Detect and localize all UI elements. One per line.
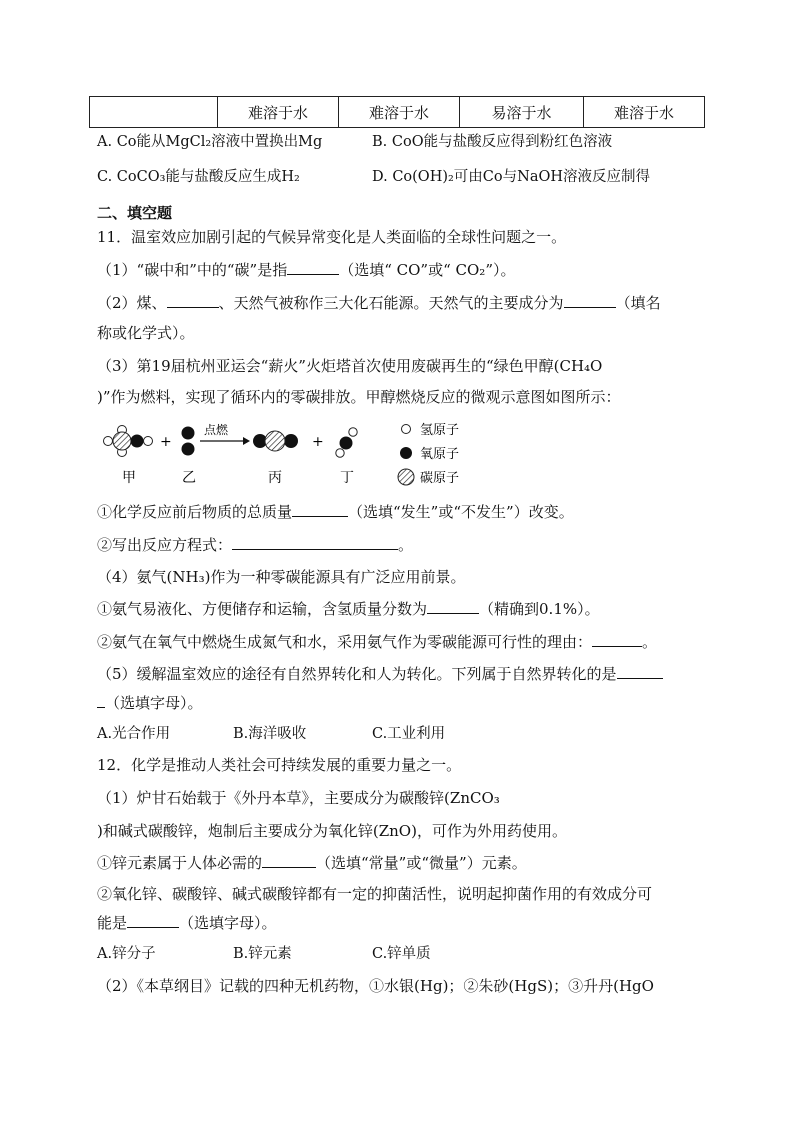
table-cell: 难溶于水 (339, 97, 460, 127)
q11-sub3 (97, 598, 600, 620)
carbon-icon (398, 469, 414, 485)
q11-sub1-text-end: （选填“发生”或“不发生”）改变。 (348, 503, 574, 521)
hydrogen-icon (402, 425, 411, 434)
q11-part1-text-end: （选填“ CO”或“ CO₂”）。 (339, 261, 516, 279)
answer-blank[interactable] (287, 260, 339, 275)
q11-part2-text-mid: 、天然气被称作三大化石能源。天然气的主要成分为 (218, 294, 564, 312)
option-d: D. Co(OH)₂可由Co与NaOH溶液反应制得 (372, 169, 650, 185)
water-molecule (336, 428, 357, 457)
answer-blank[interactable] (564, 293, 616, 308)
arrow-label: 点燃 (204, 423, 229, 437)
q12-sub1-text-end: （选填“常量”或“微量”）元素。 (316, 854, 527, 872)
q12-part1: （1）炉甘石始载于《外丹本草》，主要成分为碳酸锌(ZnCO₃ (97, 789, 500, 807)
q11-option-c: C.工业利用 (372, 726, 446, 742)
q11-sub2-text-end: 。 (398, 536, 414, 554)
q11-sub2-text: ②写出反应方程式： (97, 536, 233, 554)
q12-sub2: ②氧化锌、碳酸锌、碱式碳酸锌都有一定的抑菌活性，说明起抑菌作用的有效成分可 (97, 885, 653, 903)
section-title: 二、填空题 (97, 204, 173, 222)
q12-sub2-text: 能是 (97, 914, 128, 932)
label-bing: 丙 (268, 470, 282, 486)
q12-option-a: A.锌分子 (97, 946, 156, 962)
q12-option-c: C.锌单质 (372, 946, 431, 962)
q12-sub1-text: ①锌元素属于人体必需的 (97, 854, 263, 872)
q11-part4: （4）氨气(NH₃)作为一种零碳能源具有广泛应用前景。 (97, 568, 466, 586)
answer-blank[interactable] (617, 664, 663, 679)
oxygen-icon (400, 447, 412, 459)
q11-part3: （3）第19届杭州亚运会“薪火”火炬塔首次使用废碳再生的“绿色甲醇(CH₄O (97, 357, 603, 375)
table-cell (90, 97, 218, 127)
answer-blank[interactable] (167, 293, 219, 308)
q11-part1-text: （1）“碳中和”中的“碳”是指 (97, 261, 288, 279)
q11-part2-text-end: （填名 (615, 294, 661, 312)
q11-part5-cont (97, 692, 203, 714)
plus-sign: + (160, 434, 172, 450)
q11-option-a: A.光合作用 (97, 726, 171, 742)
q11-part5 (97, 663, 663, 685)
q11-sub1 (97, 501, 574, 523)
q11-sub4-text: ②氨气在氧气中燃烧生成氮气和水，采用氨气作为零碳能源可行性的理由： (97, 633, 593, 651)
solubility-table-row (89, 96, 705, 128)
q12-part2: （2）《本草纲目》记载的四种无机药物，①水银(Hg)；②朱砂(HgS)；③升丹(HgO (97, 977, 654, 995)
option-b: B. CoO能与盐酸反应得到粉红色溶液 (372, 134, 613, 150)
legend-hydrogen: 氢原子 (420, 423, 460, 438)
q11-part2-text: （2）煤、 (97, 294, 167, 312)
label-jia: 甲 (122, 470, 136, 486)
q11-part2-cont: 称或化学式）。 (97, 324, 195, 342)
answer-blank[interactable] (232, 535, 398, 550)
answer-blank[interactable] (97, 693, 105, 708)
q11-part1 (97, 259, 516, 281)
q11-sub1-text: ①化学反应前后物质的总质量 (97, 503, 293, 521)
q11-sub3-text: ①氨气易液化、方便储存和运输，含氢质量分数为 (97, 600, 428, 618)
plus-sign: + (312, 434, 324, 450)
q11-sub4 (97, 631, 657, 653)
q11-sub4-text-end: 。 (642, 633, 658, 651)
q11-sub3-text-end: （精确到0.1%）。 (479, 600, 600, 618)
q11-sub2 (97, 534, 413, 556)
q11-part5-text-end: （选填字母）。 (105, 694, 203, 712)
legend-oxygen: 氧原子 (420, 447, 460, 462)
option-a: A. Co能从MgCl₂溶液中置换出Mg (97, 134, 323, 150)
q11-part3-cont: )”作为燃料，实现了循环内的零碳排放。甲醇燃烧反应的微观示意图如图所示： (97, 388, 621, 406)
methanol-molecule (104, 426, 153, 457)
q12-option-b: B.锌元素 (233, 946, 292, 962)
q12-stem: 12．化学是推动人类社会可持续发展的重要力量之一。 (97, 756, 462, 774)
q11-part5-text: （5）缓解温室效应的途径有自然界转化和人为转化。下列属于自然界转化的是 (97, 665, 617, 683)
answer-blank[interactable] (262, 853, 316, 868)
atom-legend (395, 418, 495, 490)
label-ding: 丁 (340, 470, 354, 486)
label-yi: 乙 (182, 470, 196, 486)
q12-sub2-cont (97, 912, 277, 934)
table-cell: 难溶于水 (613, 103, 674, 122)
answer-blank[interactable] (127, 913, 179, 928)
q11-part2 (97, 292, 661, 314)
option-c: C. CoCO₃能与盐酸反应生成H₂ (97, 169, 300, 185)
q11-stem: 11．温室效应加剧引起的气候异常变化是人类面临的全球性问题之一。 (97, 228, 567, 246)
answer-blank[interactable] (427, 599, 479, 614)
legend-carbon: 碳原子 (420, 471, 460, 486)
oxygen-molecule (182, 427, 195, 456)
table-cell: 易溶于水 (460, 97, 584, 127)
q12-part1-cont: )和碱式碳酸锌，炮制后主要成分为氧化锌(ZnO)，可作为外用药使用。 (97, 822, 567, 840)
q12-sub1 (97, 852, 527, 874)
q11-option-b: B.海洋吸收 (233, 726, 307, 742)
answer-blank[interactable] (592, 632, 642, 647)
co2-molecule (253, 431, 298, 451)
answer-blank[interactable] (292, 502, 348, 517)
q12-sub2-text-end: （选填字母）。 (179, 914, 277, 932)
table-cell: 难溶于水 (218, 97, 339, 127)
reaction-arrow (200, 422, 250, 445)
